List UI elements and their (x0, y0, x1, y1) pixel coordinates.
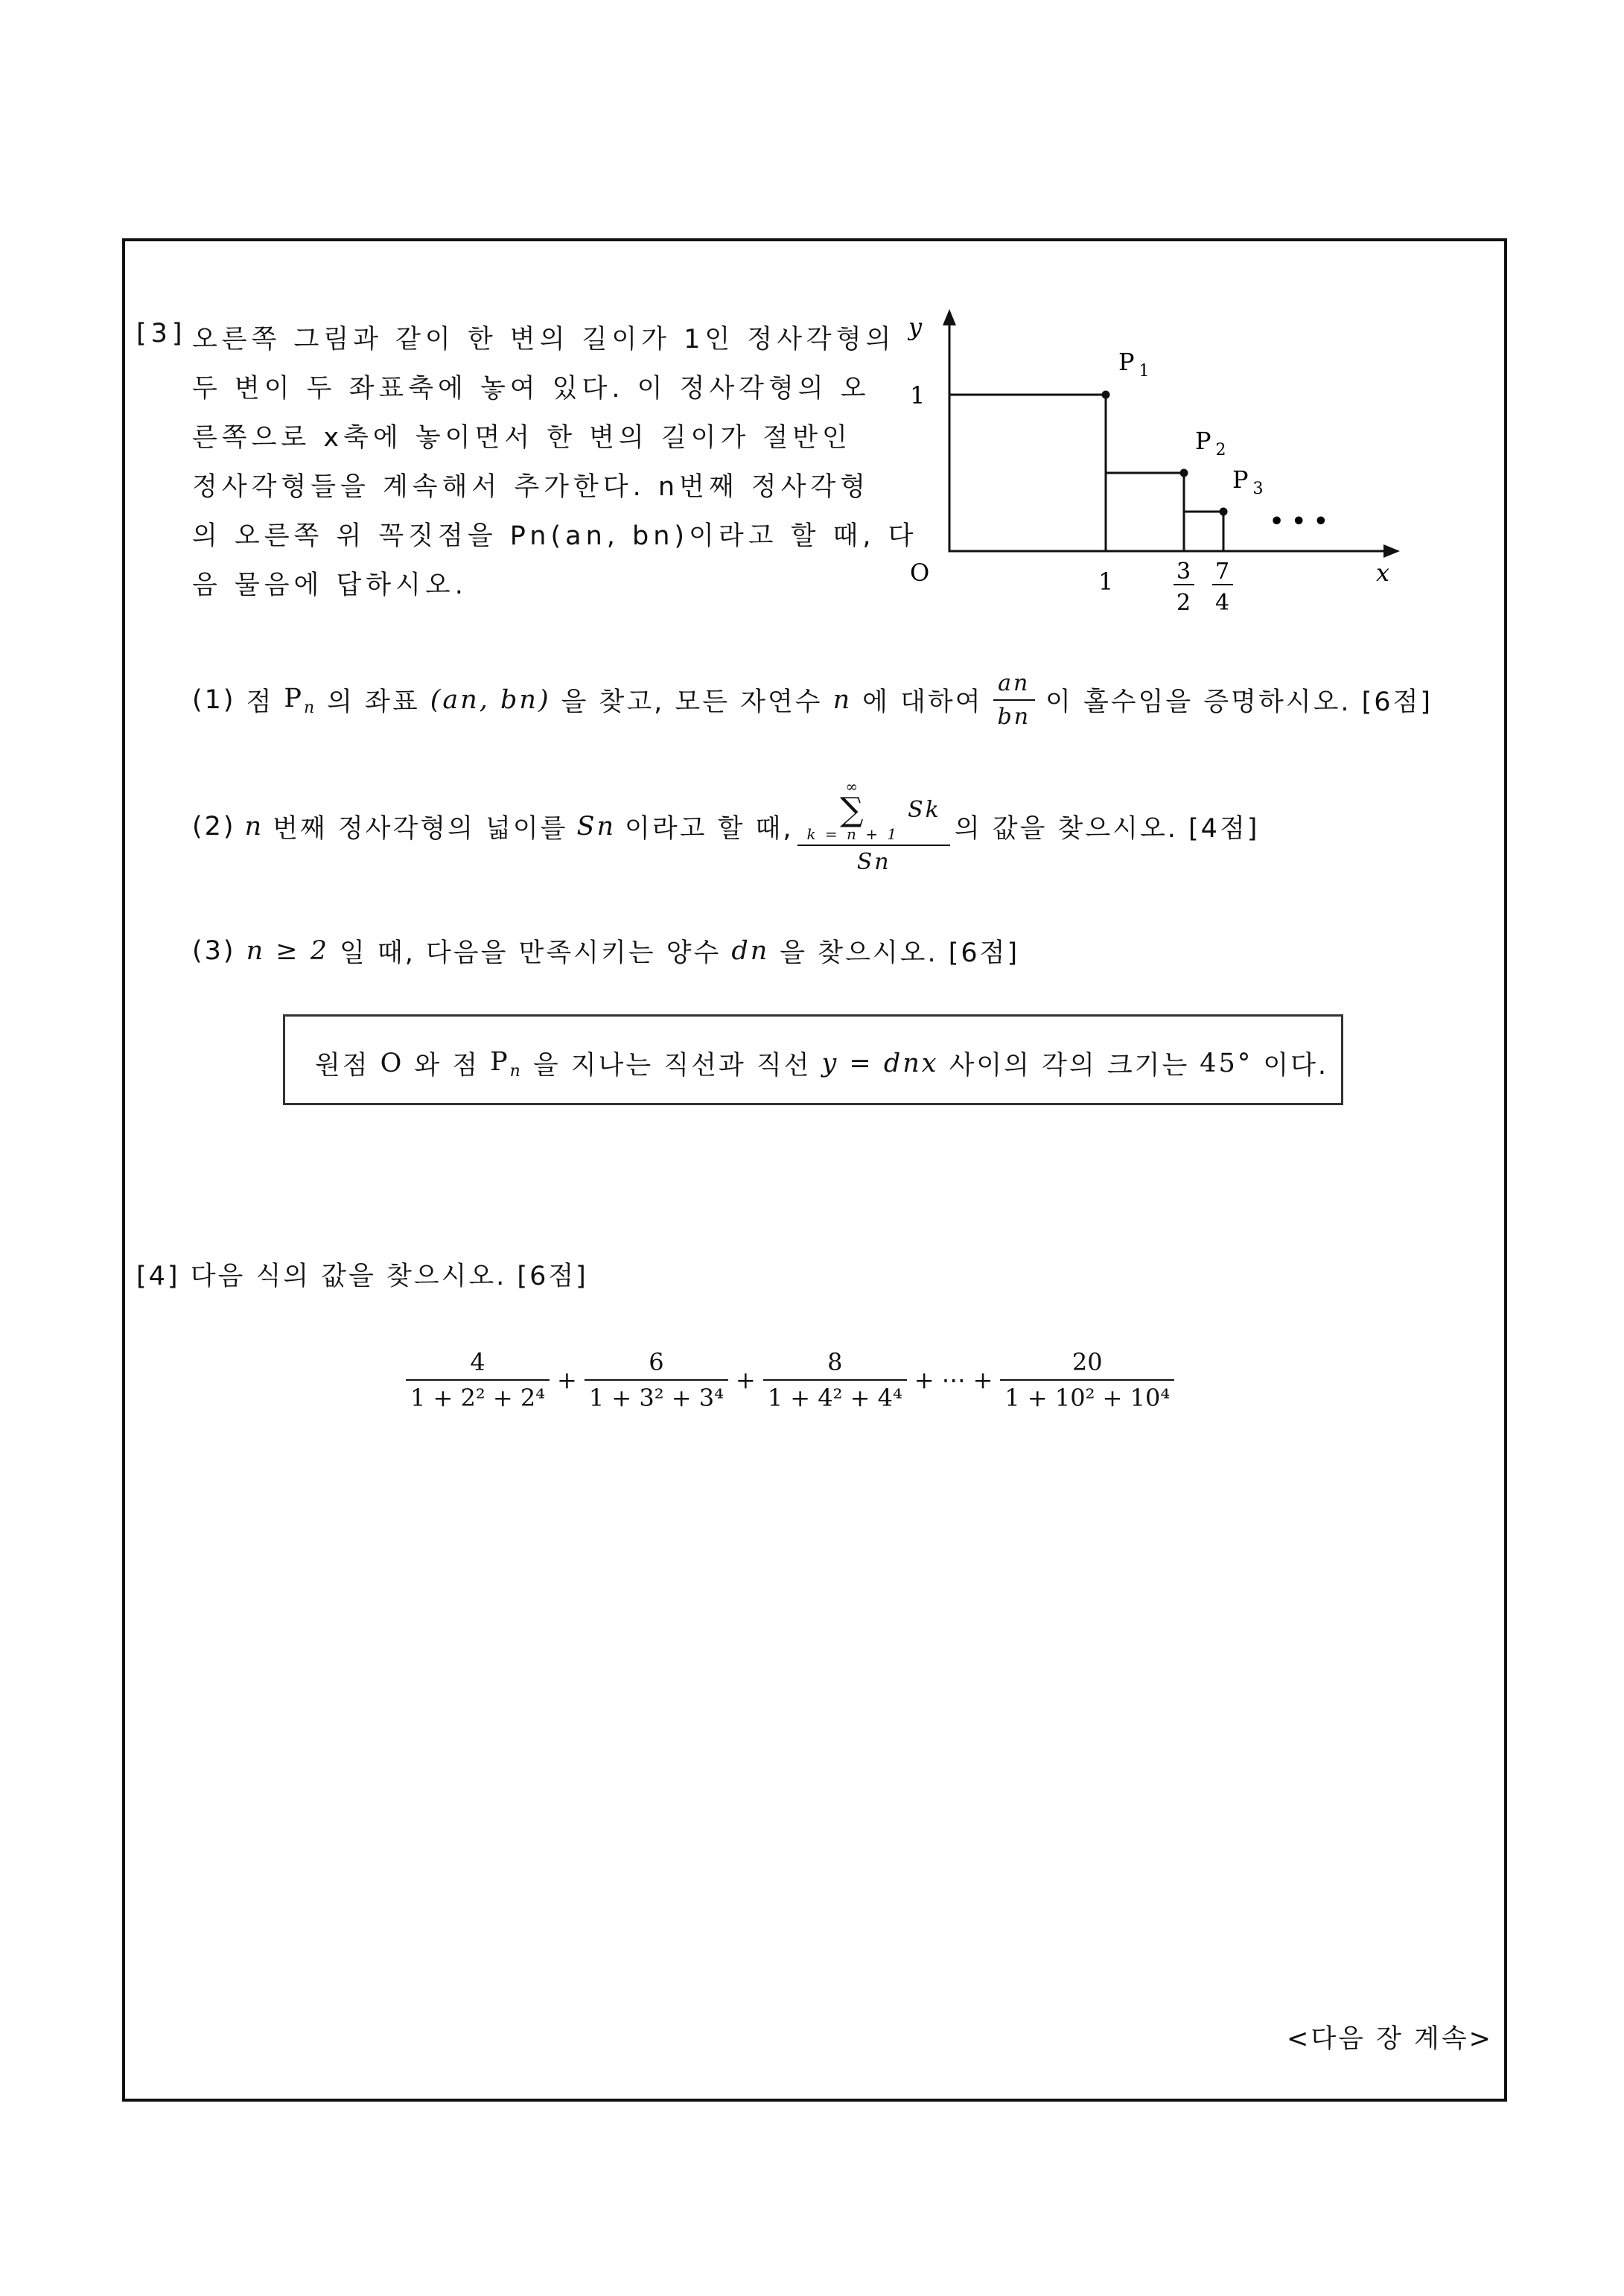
question-2-text-a: 번째 정사각형의 넓이를 (273, 814, 568, 844)
question-2-sn: Sn (576, 812, 617, 842)
question-2-sum-top: ∞ (845, 777, 861, 795)
label-p1-sub: 1 (1139, 362, 1150, 381)
y-axis-label: y (908, 313, 923, 341)
squares-figure (894, 302, 1430, 629)
question-3-label: (3) (192, 936, 236, 966)
question-3-condition: n ≥ 2 (246, 936, 329, 966)
problem3-intro-line-3: 른쪽으로 x축에 놓이면서 한 변의 길이가 절반인 (192, 423, 852, 453)
question-1-frac-den: bn (993, 699, 1036, 730)
term-2-den: 1 + 3² + 3⁴ (585, 1379, 728, 1412)
question-2 (192, 767, 1259, 886)
square-3 (1184, 512, 1223, 551)
question-1-text-d: 에 대하여 (862, 687, 983, 717)
term-2-num: 6 (649, 1348, 664, 1376)
term-3-den: 1 + 4² + 4⁴ (763, 1379, 907, 1412)
question-3-dn: dn (731, 936, 770, 966)
question-1-coord: (an, bn) (430, 685, 551, 715)
question-2-sum-term: Sk (908, 797, 941, 823)
x-tick-3-2-den: 2 (1176, 590, 1191, 616)
box-point (490, 1047, 523, 1081)
problem3-intro-line-2: 두 변이 두 좌표축에 놓여 있다. 이 정사각형의 오 (192, 374, 870, 404)
term-2 (585, 1348, 728, 1412)
box-line: y = dnx (821, 1049, 939, 1078)
label-p1-letter: P (1118, 348, 1135, 376)
point-p2 (1180, 469, 1188, 477)
condition-box (283, 1014, 1343, 1105)
label-p2-sub: 2 (1215, 441, 1226, 459)
problem3-number: [3] (136, 319, 187, 349)
problem3-intro-line-6: 음 물음에 답하시오. (192, 570, 468, 600)
question-2-sum-symbol: ∑ (840, 790, 866, 829)
x-tick-1: 1 (1098, 567, 1114, 596)
box-text-b: 와 점 (414, 1051, 480, 1081)
box-text-a: 원점 (315, 1051, 370, 1081)
question-1-point (284, 684, 316, 717)
question-1-point-letter: P (284, 683, 304, 713)
question-1-point-sub: n (303, 698, 317, 717)
term-last-den: 1 + 10² + 10⁴ (1000, 1379, 1174, 1412)
x-tick-7-4-den: 4 (1215, 590, 1230, 616)
question-2-text-c: 의 값을 찾으시오. [4점] (954, 814, 1260, 844)
problem3-intro-line-1: 오른쪽 그림과 같이 한 변의 길이가 1인 정사각형의 (192, 325, 896, 354)
problem4-header: [4] 다음 식의 값을 찾으시오. [6점] (136, 1262, 588, 1291)
label-p3-sub: 3 (1252, 480, 1264, 498)
x-axis-label: x (1376, 559, 1390, 587)
question-1-text-e: 이 홀수임을 증명하시오. [6점] (1045, 687, 1433, 717)
continue-footer: <다음 장 계속> (1287, 2024, 1493, 2054)
box-text-d: 사이의 각의 크기는 (949, 1051, 1190, 1081)
expression-ellipsis: ⋯ (941, 1366, 966, 1394)
term-3-num: 8 (827, 1348, 843, 1376)
y-tick-1: 1 (910, 381, 926, 410)
question-1-var-n: n (832, 685, 853, 715)
label-p3 (1232, 465, 1264, 498)
ellipsis-dots: • • • (1270, 509, 1328, 535)
question-2-text-b: 이라고 할 때, (625, 814, 794, 844)
term-1-den: 1 + 2² + 2⁴ (406, 1379, 550, 1412)
plus-3: + (914, 1366, 934, 1394)
problem3-intro-line-4: 정사각형들을 계속해서 추가한다. n번째 정사각형 (192, 472, 870, 502)
box-point-sub: n (509, 1061, 523, 1081)
condition-box-text (315, 1045, 1328, 1082)
question-2-sum-bottom: k = n + 1 (806, 824, 899, 843)
term-3 (763, 1348, 907, 1412)
plus-1: + (557, 1366, 577, 1394)
question-2-fraction (802, 779, 945, 875)
square-2 (1106, 473, 1184, 551)
question-1-text-c: 을 찾고, 모든 자연수 (561, 687, 823, 717)
problem4-expression (406, 1348, 1174, 1412)
question-3 (192, 932, 1019, 970)
term-1 (406, 1348, 550, 1412)
box-text-e: 이다. (1263, 1051, 1329, 1081)
x-axis-arrow (1383, 544, 1400, 558)
point-p3 (1220, 508, 1228, 516)
question-1 (192, 670, 1433, 730)
term-last (1000, 1348, 1174, 1412)
question-2-frac-num (802, 779, 945, 845)
term-1-num: 4 (470, 1348, 485, 1376)
question-3-text-a: 일 때, 다음을 만족시키는 양수 (339, 938, 722, 968)
question-1-text-b: 의 좌표 (327, 687, 420, 717)
question-1-text-a: 점 (246, 687, 274, 717)
label-p1 (1118, 348, 1150, 381)
plus-2: + (735, 1366, 756, 1394)
label-p2-letter: P (1195, 427, 1211, 455)
question-2-label: (2) (192, 812, 236, 842)
term-last-num: 20 (1071, 1348, 1103, 1376)
plus-4: + (972, 1366, 993, 1394)
point-p1 (1102, 391, 1110, 399)
question-2-var-n: n (244, 812, 264, 842)
question-1-label: (1) (192, 685, 236, 715)
label-p3-letter: P (1232, 465, 1249, 494)
problem3-intro-line-5: 의 오른쪽 위 꼭짓점을 Pn(an, bn)이라고 할 때, 다 (192, 521, 918, 551)
question-3-text-b: 을 찾으시오. [6점] (780, 938, 1020, 968)
y-axis-arrow (943, 309, 956, 325)
question-1-fraction (993, 670, 1036, 730)
square-1 (949, 395, 1106, 551)
box-origin: O (380, 1049, 404, 1078)
x-tick-3-2-num: 3 (1176, 559, 1191, 585)
question-2-sum (806, 779, 899, 842)
question-2-frac-den: Sn (797, 845, 949, 875)
origin-label: O (910, 559, 930, 587)
x-tick-7-4-num: 7 (1215, 559, 1230, 585)
question-1-frac-num: an (998, 670, 1031, 696)
label-p2 (1195, 427, 1226, 459)
box-text-c: 을 지나는 직선과 직선 (532, 1051, 812, 1081)
box-angle: 45° (1200, 1049, 1253, 1078)
box-point-letter: P (490, 1046, 510, 1077)
